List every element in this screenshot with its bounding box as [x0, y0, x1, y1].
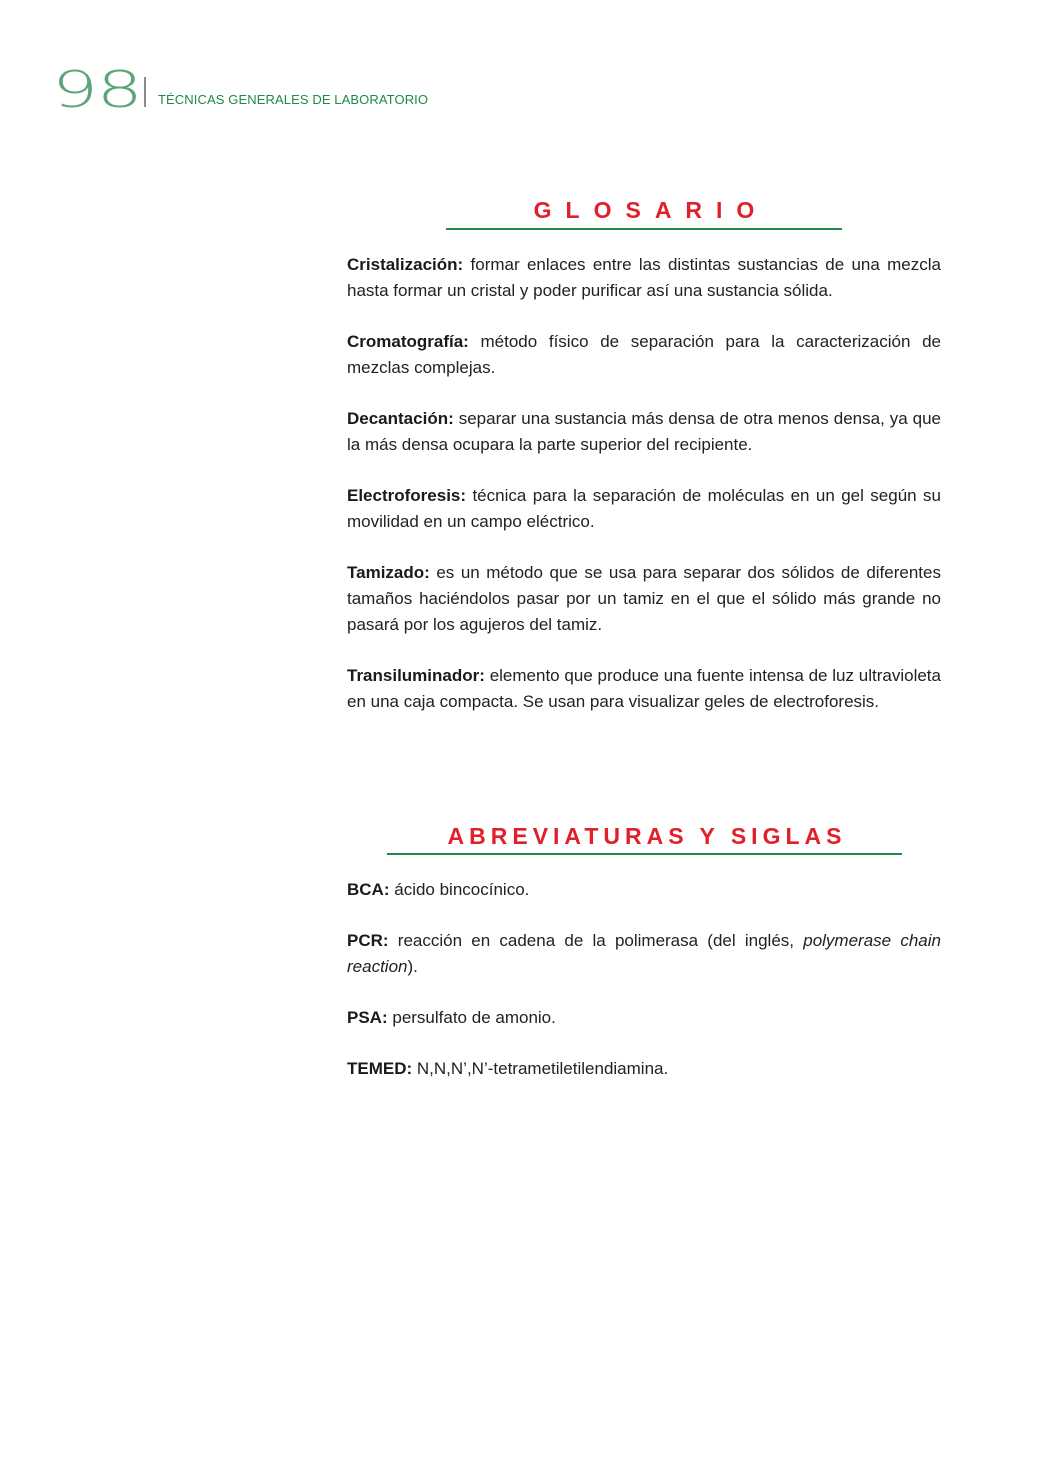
- glossary-definition: separar una sustancia más densa de otra menos densa, ya que la más densa ocupara la parte superior del recipiente.: [347, 409, 941, 454]
- glossary-entry: [347, 663, 941, 715]
- glossary-definition: técnica para la separación de moléculas en un gel según su movilidad en un campo eléctrico.: [347, 486, 941, 531]
- abbreviation-entry: [347, 877, 941, 903]
- glossary-entry: [347, 406, 941, 458]
- abbreviation-definition: persulfato de amonio.: [392, 1008, 556, 1027]
- abbreviation-term: TEMED:: [347, 1059, 413, 1078]
- glossary-heading: GLOSARIO: [533, 197, 769, 223]
- abbreviation-definition: reacción en cadena de la polimerasa (del inglés,: [397, 931, 795, 950]
- glossary-term: Cristalización:: [347, 255, 464, 274]
- abbreviation-entry: [347, 1005, 941, 1031]
- glossary-term: Cromatografía:: [347, 332, 469, 351]
- glossary-definition: es un método que se usa para separar dos sólidos de diferentes tamaños haciéndolos pasar por un tamiz en el que el sólido más grande no pasará por los agujeros del tamiz.: [347, 563, 941, 634]
- glossary-term: Tamizado:: [347, 563, 430, 582]
- glossary-definition: método físico de separación para la caracterización de mezclas complejas.: [347, 332, 941, 377]
- running-header: [52, 61, 429, 119]
- glossary-definition: elemento que produce una fuente intensa de luz ultravioleta en una caja compacta. Se usan para visualizar geles de electroforesis.: [347, 666, 941, 711]
- glossary-definition: formar enlaces entre las distintas sustancias de una mezcla hasta formar un cristal y poder purificar así una sustancia sólida.: [347, 255, 941, 300]
- glossary-entry: [347, 329, 941, 381]
- abbreviation-entry: [347, 928, 941, 980]
- glossary-term: Decantación:: [347, 409, 454, 428]
- abbreviations-list: [347, 877, 941, 1082]
- glossary-entry: [347, 483, 941, 535]
- abbreviation-definition-italic: polymerase chain reaction: [347, 931, 941, 976]
- glossary-heading-rule: [446, 228, 842, 230]
- abbreviation-definition-end: ).: [407, 957, 418, 976]
- abbreviations-heading-rule: [387, 853, 902, 855]
- glossary-term: Electroforesis:: [347, 486, 467, 505]
- glossary-list: [347, 252, 941, 715]
- abbreviation-entry: [347, 1056, 941, 1082]
- abbreviation-definition: ácido bincocínico.: [394, 880, 530, 899]
- abbreviations-heading: ABREVIATURAS Y SIGLAS: [447, 823, 847, 849]
- page-number: 98: [52, 61, 142, 119]
- abbreviation-term: BCA:: [347, 880, 390, 899]
- running-title: TÉCNICAS GENERALES DE LABORATORIO: [158, 92, 429, 107]
- abbreviation-definition: N,N,N’,N’-tetrametiletilendiamina.: [416, 1059, 669, 1078]
- glossary-entry: [347, 252, 941, 304]
- abbreviation-term: PCR:: [347, 931, 389, 950]
- glossary-entry: [347, 560, 941, 638]
- glossary-term: Transiluminador:: [347, 666, 485, 685]
- abbreviation-term: PSA:: [347, 1008, 388, 1027]
